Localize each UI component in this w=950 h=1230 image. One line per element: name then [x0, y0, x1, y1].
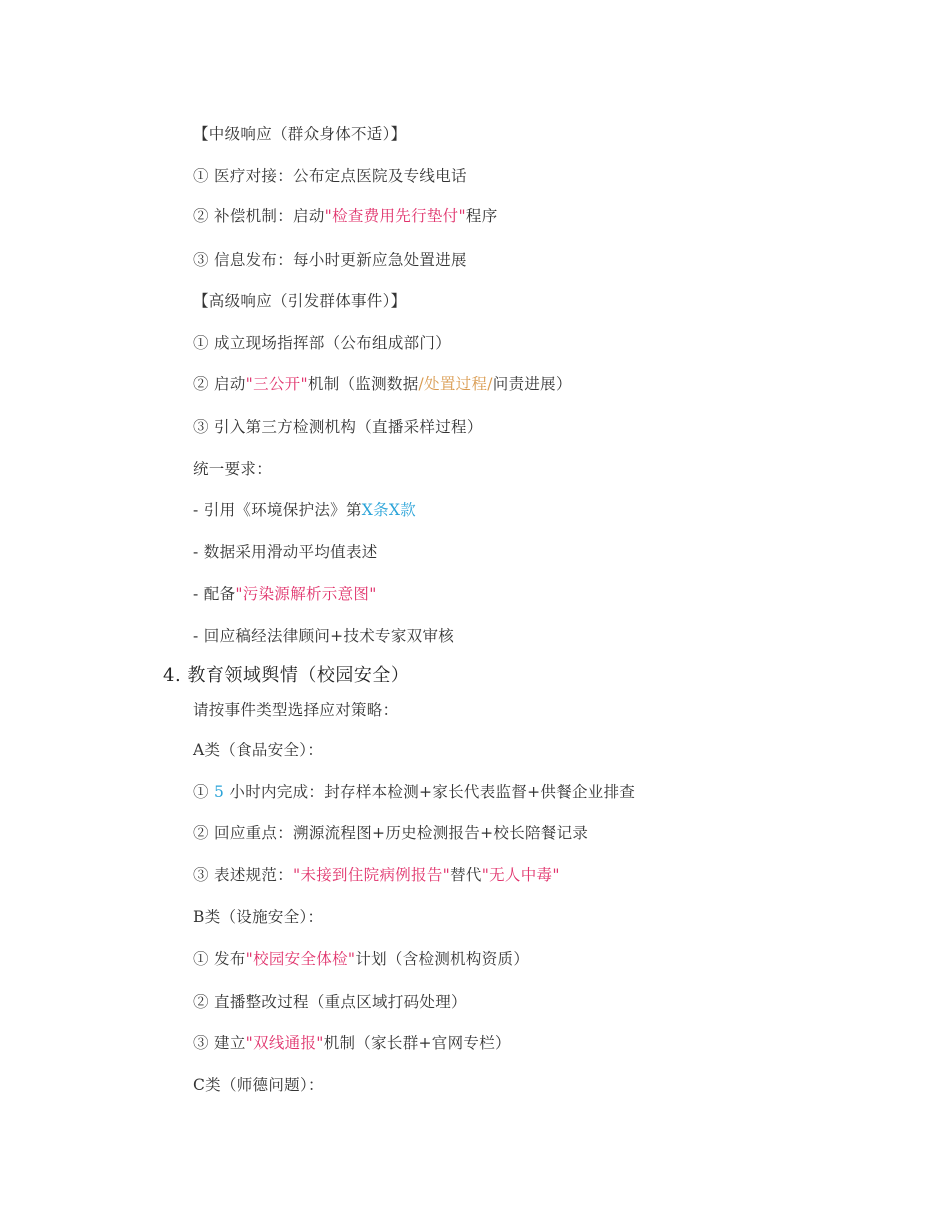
- high-item-3: ③ 引入第三方检测机构（直播采样过程）: [193, 418, 483, 436]
- category-b-item-3-highlight: "双线通报": [245, 1034, 324, 1052]
- category-a-item-3-highlight-2: "无人中毒": [481, 866, 560, 884]
- category-a-item-1: [193, 782, 635, 802]
- requirement-1-prefix: - 引用《环境保护法》第: [193, 501, 362, 519]
- category-a-title: A类（食品安全）：: [193, 741, 324, 759]
- high-item-2-prefix: ② 启动: [193, 375, 246, 393]
- category-a-item-3-prefix: ③ 表述规范：: [193, 866, 294, 884]
- category-a-item-1-prefix: ①: [193, 783, 215, 801]
- category-b-item-1-suffix: 计划（含检测机构资质）: [355, 950, 530, 968]
- category-a-item-3-middle: 替代: [450, 866, 482, 884]
- requirement-3-prefix: - 配备: [193, 585, 236, 603]
- section-4-intro: 请按事件类型选择应对策略：: [193, 701, 399, 719]
- requirements-title: 统一要求：: [193, 460, 273, 478]
- requirement-3: [193, 584, 377, 604]
- requirement-1-highlight: X条X款: [361, 501, 417, 519]
- mid-item-2-prefix: ② 补偿机制：启动: [193, 207, 325, 225]
- category-a-item-3-highlight: "未接到住院病例报告": [293, 866, 451, 884]
- requirement-2: - 数据采用滑动平均值表述: [193, 543, 378, 561]
- mid-item-2-suffix: 程序: [465, 207, 498, 225]
- category-a-item-3: [193, 865, 560, 885]
- high-item-2-highlight-2: /处置过程/: [418, 375, 493, 393]
- section-title-mid-response: 【中级响应（群众身体不适）】: [193, 125, 407, 143]
- category-b-item-3-prefix: ③ 建立: [193, 1034, 246, 1052]
- category-b-item-3: [193, 1033, 511, 1053]
- high-item-2-highlight: "三公开": [245, 375, 308, 393]
- category-a-item-1-highlight: 5: [214, 783, 225, 801]
- high-item-1: ① 成立现场指挥部（公布组成部门）: [193, 334, 452, 352]
- high-item-2: [193, 374, 572, 394]
- section-4-heading: 4. 教育领域舆情（校园安全）: [163, 665, 410, 686]
- requirement-4: - 回应稿经法律顾问+技术专家双审核: [193, 627, 455, 645]
- category-b-item-1-prefix: ① 发布: [193, 950, 246, 968]
- mid-item-3: ③ 信息发布：每小时更新应急处置进展: [193, 251, 467, 269]
- category-a-item-2: ② 回应重点：溯源流程图+历史检测报告+校长陪餐记录: [193, 824, 589, 842]
- category-b-item-1-highlight: "校园安全体检": [245, 950, 356, 968]
- mid-item-2: [193, 206, 498, 226]
- category-b-item-3-suffix: 机制（家长群+官网专栏）: [323, 1034, 511, 1052]
- category-b-title: B类（设施安全）：: [193, 908, 324, 926]
- section-title-high-response: 【高级响应（引发群体事件）】: [193, 292, 407, 310]
- high-item-2-suffix: 问责进展）: [492, 375, 572, 393]
- category-a-item-1-suffix: 小时内完成：封存样本检测+家长代表监督+供餐企业排查: [224, 783, 636, 801]
- mid-item-2-highlight: "检查费用先行垫付": [324, 207, 466, 225]
- category-b-item-2: ② 直播整改过程（重点区域打码处理）: [193, 993, 467, 1011]
- high-item-2-middle: 机制（监测数据: [307, 375, 419, 393]
- category-b-item-1: [193, 949, 529, 969]
- category-c-title: C类（师德问题）：: [193, 1076, 324, 1094]
- requirement-1: [193, 500, 416, 520]
- requirement-3-highlight: "污染源解析示意图": [235, 585, 377, 603]
- mid-item-1: ① 医疗对接：公布定点医院及专线电话: [193, 167, 467, 185]
